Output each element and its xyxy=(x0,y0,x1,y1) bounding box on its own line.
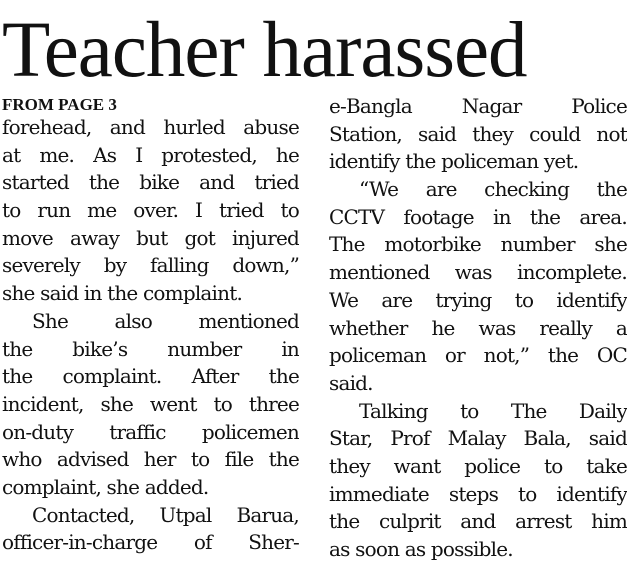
text-line: forehead, and hurled abuse xyxy=(2,115,299,139)
text-line: to run me over. I tried to xyxy=(2,198,299,223)
text-line: the culprit and arrest him xyxy=(329,509,627,534)
text-line: e-Bangla Nagar Police xyxy=(329,94,627,118)
text-line: Station, said they could not xyxy=(329,121,627,146)
text-line: Star, Prof Malay Bala, said xyxy=(329,426,627,451)
text-line: she said in the complaint. xyxy=(2,281,243,306)
text-line: mentioned was incomplete. xyxy=(329,260,627,285)
text-line: whether he was really a xyxy=(329,315,627,340)
text-line: the complaint. After the xyxy=(2,364,299,389)
text-line: said. xyxy=(329,370,373,395)
text-line: move away but got injured xyxy=(2,225,299,250)
text-line: as soon as possible. xyxy=(329,537,513,561)
headline: Teacher harassed xyxy=(2,7,527,94)
text-line: policeman or not,” the OC xyxy=(329,343,627,368)
text-line: The motorbike number she xyxy=(329,232,627,257)
text-line: “We are checking the xyxy=(359,177,627,202)
text-line: We are trying to identify xyxy=(329,287,627,312)
text-line: on-duty traffic policemen xyxy=(2,419,299,444)
text-line: officer-in-charge of Sher- xyxy=(2,530,299,555)
text-line: who advised her to file the xyxy=(2,447,299,472)
text-line: Talking to The Daily xyxy=(359,398,627,423)
article-column-right xyxy=(329,93,627,564)
text-line: the bike’s number in xyxy=(2,336,299,361)
text-line: She also mentioned xyxy=(32,308,299,333)
article-column-left xyxy=(2,114,299,557)
text-line: CCTV footage in the area. xyxy=(329,204,627,229)
text-line: identify the policeman yet. xyxy=(329,149,579,174)
text-line: they want police to take xyxy=(329,453,627,478)
text-line: complaint, she added. xyxy=(2,474,209,499)
text-line: immediate steps to identify xyxy=(329,481,627,506)
text-line: Contacted, Utpal Barua, xyxy=(32,502,299,527)
jump-label: FROM PAGE 3 xyxy=(2,95,117,114)
text-line: at me. As I protested, he xyxy=(2,142,299,167)
text-line: severely by falling down,” xyxy=(2,253,299,278)
text-line: incident, she went to three xyxy=(2,391,299,416)
text-line: started the bike and tried xyxy=(2,170,299,195)
